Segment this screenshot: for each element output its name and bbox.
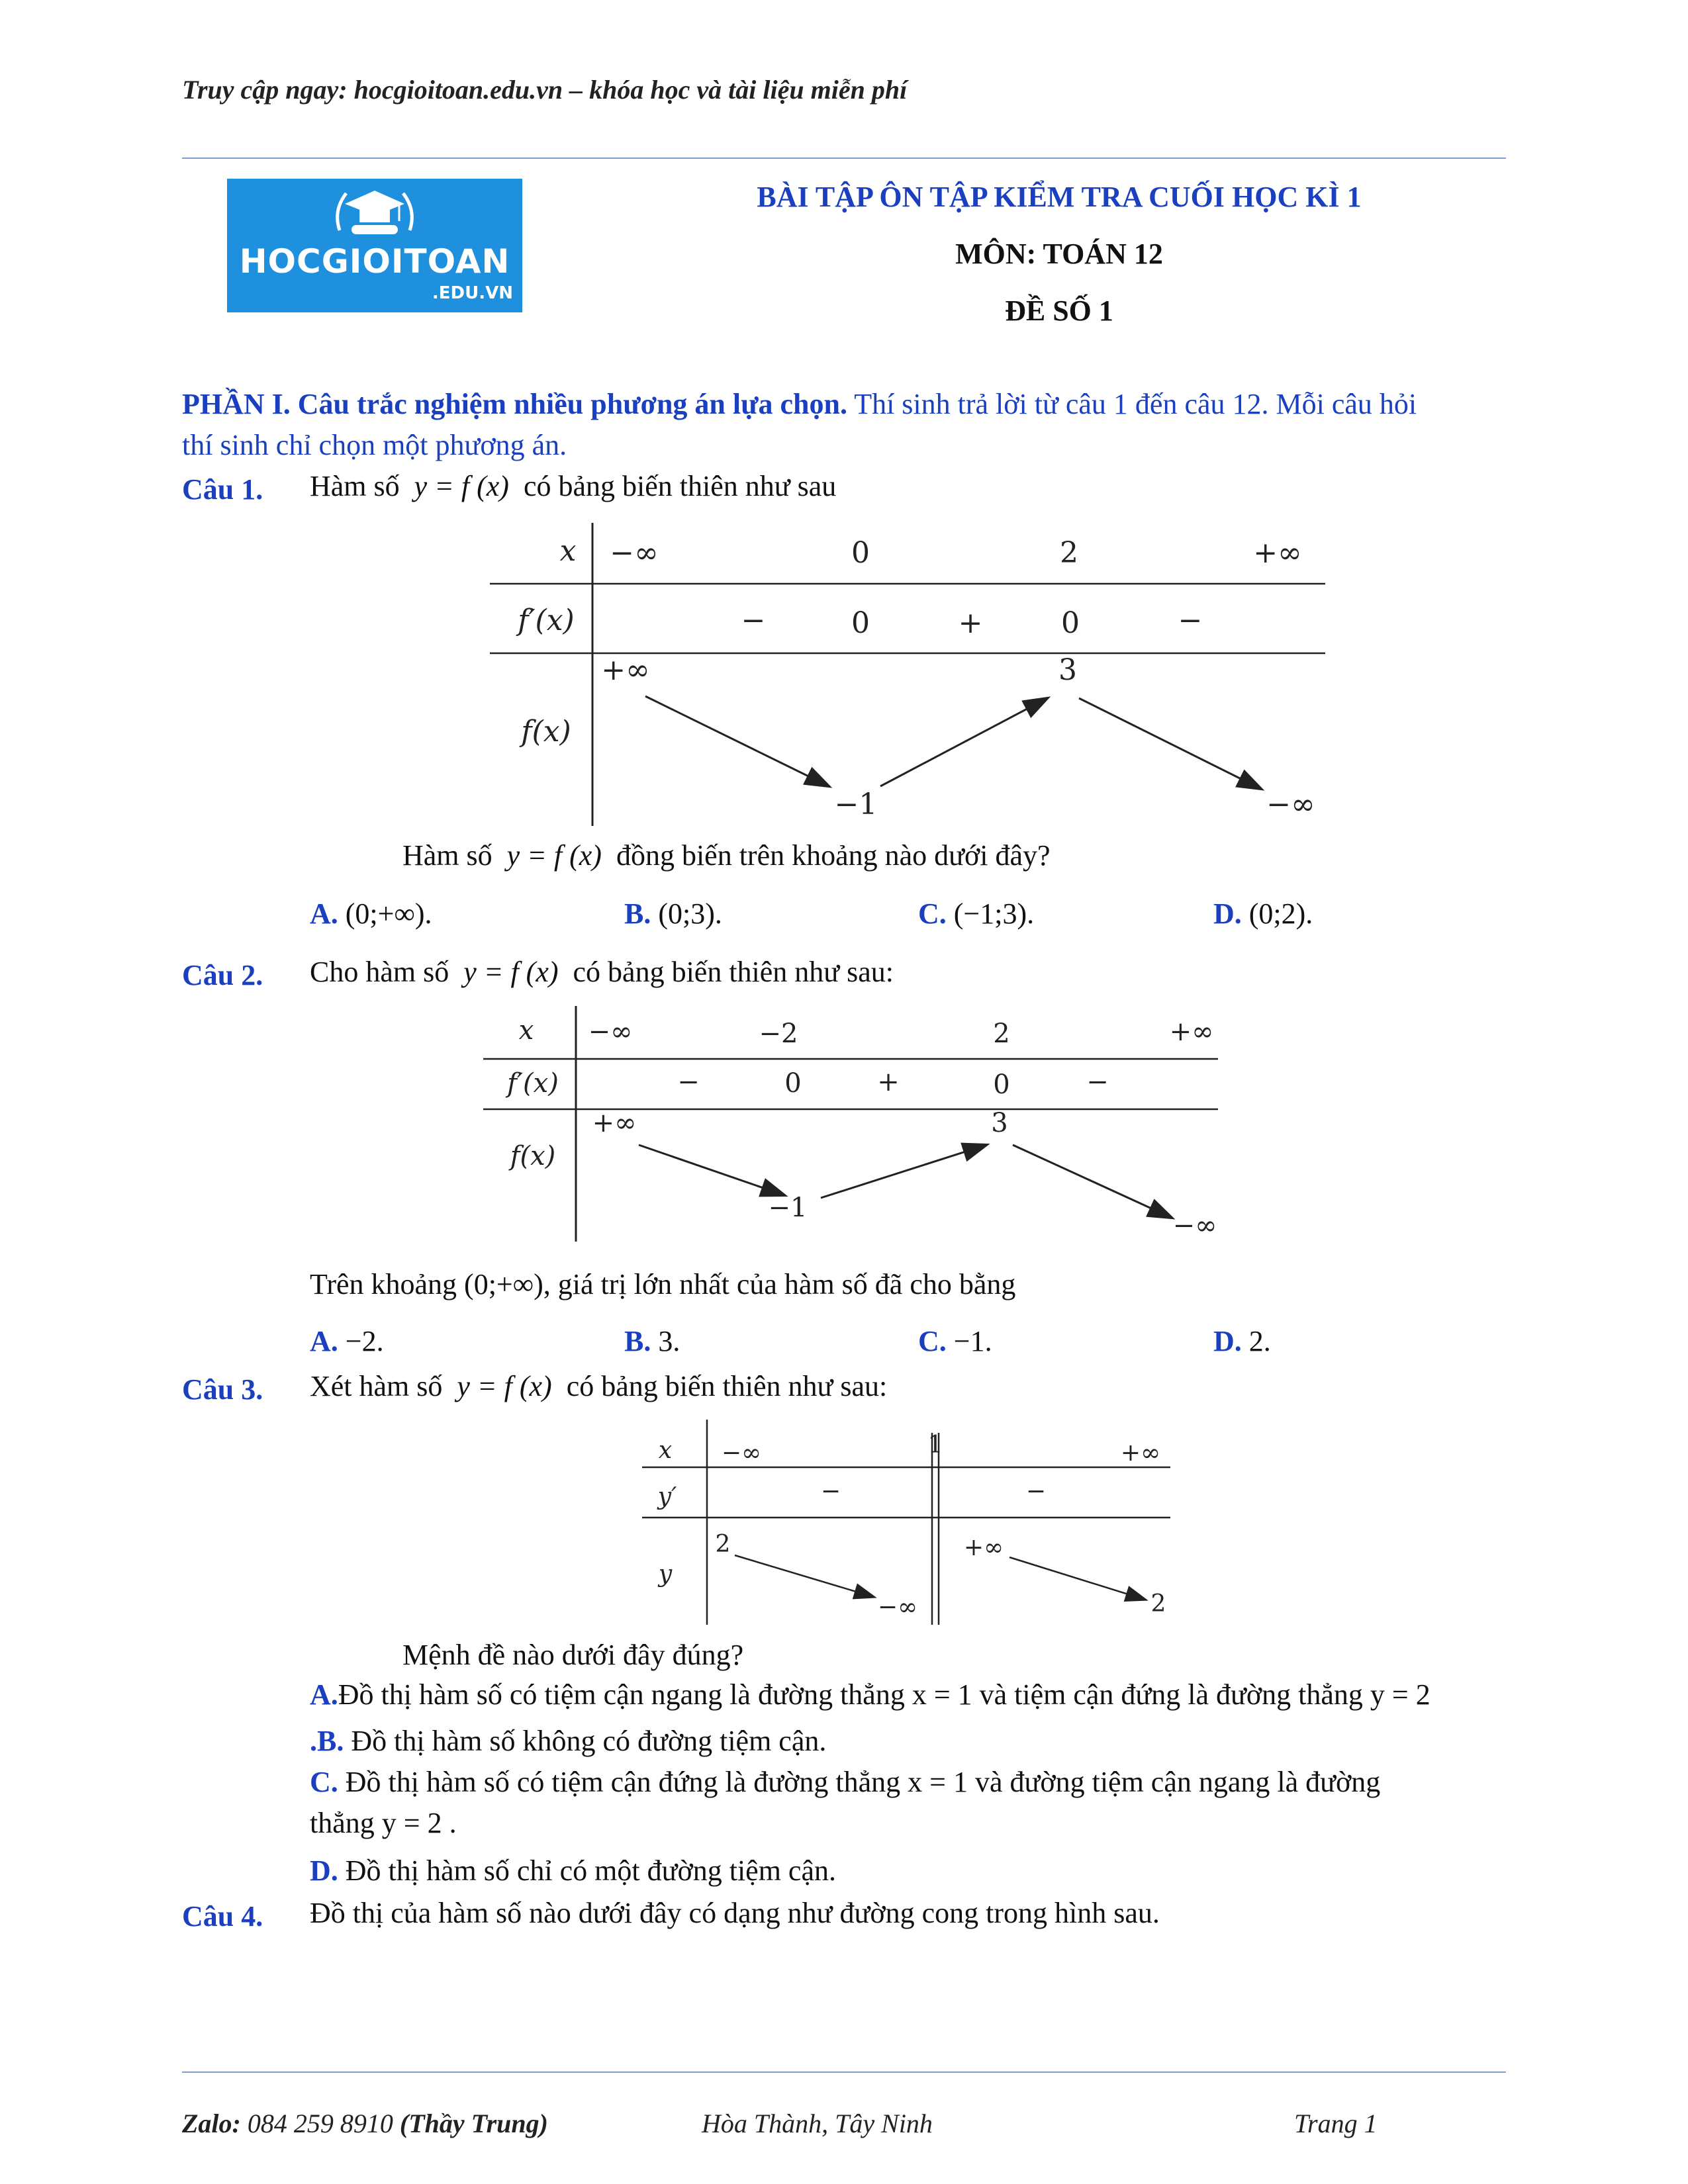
q2-question: Trên khoảng (0;+∞), giá trị lớn nhất của hàm số đã cho bằng (310, 1268, 1016, 1300)
q2-stem (310, 952, 894, 993)
option-label: D. (310, 1854, 338, 1887)
header-divider (182, 158, 1506, 159)
q3-y-val: +∞ (963, 1534, 1004, 1561)
q3-question: Mệnh đề nào dưới đây đúng? (402, 1639, 744, 1671)
subject-title: MÔN: TOÁN 12 (955, 238, 1163, 270)
option-label: B. (624, 897, 651, 930)
q1-arrow-increase (880, 698, 1047, 786)
section-instruction: Thí sinh trả lời từ câu 1 đến câu 12. Mỗi câu hỏi (847, 388, 1417, 420)
q2-f-val: 3 (991, 1108, 1008, 1138)
page-number: Trang 1 (1294, 2109, 1378, 2138)
teacher-name: (Thầy Trung) (399, 2109, 548, 2138)
option-label: A. (310, 897, 338, 930)
q1-f-val: +∞ (601, 653, 650, 687)
q1-sign: − (741, 604, 766, 637)
q1-sign: 0 (1061, 606, 1080, 640)
q1-stem-post: có bảng biến thiên như sau (523, 470, 837, 502)
option-text: Đồ thị hàm số có tiệm cận ngang là đường thẳng x = 1 và tiệm cận đứng là đường thẳng y = 2 (338, 1678, 1430, 1711)
q1-x-val: +∞ (1253, 536, 1302, 570)
option-label: A. (310, 1325, 338, 1357)
q1-ask-pre: Hàm số (402, 839, 492, 872)
option-text: Đồ thị hàm số chỉ có một đường tiệm cận. (338, 1854, 836, 1887)
option-label: D. (1213, 1325, 1242, 1357)
q1-x-label: x (559, 534, 577, 568)
q1-ask-math: y = f (x) (506, 839, 602, 872)
q3-y-val: −∞ (877, 1594, 918, 1621)
q2-x-val: −2 (759, 1019, 798, 1049)
q3-option-c[interactable] (310, 1762, 1515, 1803)
q3-stem-math: y = f (x) (457, 1370, 552, 1402)
q3-arrow-decrease (1009, 1557, 1145, 1600)
footer-divider (182, 2071, 1506, 2073)
q1-f-label: f(x) (521, 715, 571, 749)
q3-x-val: +∞ (1120, 1439, 1161, 1467)
q1-sign: + (958, 606, 983, 640)
q3-stem (310, 1366, 887, 1407)
section-heading (182, 384, 1513, 425)
option-text: 3. (658, 1325, 680, 1357)
q2-variation-table (483, 1006, 1225, 1244)
q1-stem-pre: Hàm số (310, 470, 400, 502)
q4-number: Câu 4. (182, 1900, 263, 1933)
q2-x-val: +∞ (1169, 1017, 1214, 1047)
option-text: 2. (1248, 1325, 1271, 1357)
q4-stem: Đồ thị của hàm số nào dưới đây có dạng như đường cong trong hình sau. (310, 1897, 1160, 1929)
option-text: Đồ thị hàm số không có đường tiệm cận. (344, 1725, 827, 1757)
q2-option-c[interactable] (918, 1321, 992, 1362)
q2-option-d[interactable] (1213, 1321, 1271, 1362)
q1-f-val: −∞ (1266, 788, 1315, 821)
option-label: .B. (310, 1725, 344, 1757)
q3-x-val: −∞ (721, 1439, 762, 1467)
q3-yprime-label: y′ (657, 1483, 677, 1510)
q2-option-a[interactable] (310, 1321, 384, 1362)
q2-fprime-label: f′(x) (507, 1068, 559, 1099)
q2-stem-post: có bảng biến thiên như sau: (573, 956, 894, 988)
q2-f-label: f(x) (510, 1141, 556, 1171)
q1-f-val: −1 (834, 788, 878, 821)
section-label: PHẦN I. Câu trắc nghiệm nhiều phương án lựa chọn. (182, 388, 847, 420)
q1-sign: 0 (851, 606, 870, 640)
q3-number: Câu 3. (182, 1373, 263, 1406)
q3-stem-pre: Xét hàm số (310, 1370, 443, 1402)
q2-stem-pre: Cho hàm số (310, 956, 449, 988)
option-label: D. (1213, 897, 1242, 930)
q1-number: Câu 1. (182, 473, 263, 506)
q2-sign: − (1086, 1067, 1109, 1097)
q1-f-val: 3 (1058, 653, 1077, 687)
q1-fprime-label: f′(x) (518, 604, 575, 637)
q3-option-c-cont: thẳng y = 2 . (310, 1807, 457, 1839)
option-text: (−1;3). (953, 897, 1035, 930)
q1-option-c[interactable] (918, 893, 1034, 934)
option-text: −2. (345, 1325, 384, 1357)
q2-option-b[interactable] (624, 1321, 680, 1362)
q2-number: Câu 2. (182, 959, 263, 991)
q1-option-a[interactable] (310, 893, 432, 934)
option-label: A. (310, 1678, 338, 1711)
q2-f-val: +∞ (592, 1108, 637, 1138)
q3-sign: − (1025, 1478, 1047, 1505)
option-text: Đồ thị hàm số có tiệm cận đứng là đường thẳng x = 1 và đường tiệm cận ngang là đường (338, 1766, 1381, 1798)
q3-sign: − (820, 1478, 841, 1505)
option-label: C. (918, 1325, 947, 1357)
q3-arrow-decrease (735, 1555, 874, 1597)
q1-arrow-decrease (645, 696, 829, 786)
q3-option-b[interactable] (310, 1721, 826, 1762)
q1-variation-table (490, 523, 1331, 827)
zalo-number: 084 259 8910 (240, 2109, 400, 2138)
q3-x-val: 1 (927, 1432, 943, 1459)
logo-wordmark: HOCGIOITOAN (239, 242, 510, 281)
q2-x-val: −∞ (588, 1017, 633, 1047)
q1-stem (310, 466, 836, 507)
q2-f-val: −1 (768, 1193, 808, 1223)
option-text: −1. (953, 1325, 992, 1357)
q2-arrow-decrease (639, 1145, 784, 1195)
q1-option-b[interactable] (624, 893, 722, 934)
q2-sign: − (677, 1067, 700, 1097)
q2-sign: 0 (784, 1068, 802, 1099)
q2-sign: 0 (993, 1069, 1010, 1100)
q1-option-d[interactable] (1213, 893, 1313, 934)
option-label: C. (918, 897, 947, 930)
footer-location: Hòa Thành, Tây Ninh (702, 2109, 933, 2138)
document-title: BÀI TẬP ÔN TẬP KIỂM TRA CUỐI HỌC KÌ 1 (757, 181, 1362, 213)
q3-x-label: x (658, 1437, 673, 1464)
q1-x-val: −∞ (610, 536, 659, 570)
q2-arrow-increase (821, 1145, 986, 1198)
q2-sign: + (877, 1067, 900, 1097)
q1-stem-math: y = f (x) (414, 470, 509, 502)
q1-x-val: 0 (851, 536, 870, 570)
q3-y-val: 2 (715, 1531, 731, 1558)
option-label: B. (624, 1325, 651, 1357)
q2-x-label: x (518, 1015, 534, 1046)
q3-option-d[interactable] (310, 1850, 836, 1891)
zalo-label: Zalo: (182, 2109, 241, 2138)
exam-number: ĐỀ SỐ 1 (1005, 295, 1113, 327)
q3-variation-table (635, 1420, 1178, 1631)
option-text: (0;+∞). (345, 897, 432, 930)
q1-x-val: 2 (1060, 536, 1078, 570)
q3-y-label: y (658, 1561, 673, 1588)
q1-arrow-decrease (1079, 698, 1261, 789)
option-label: C. (310, 1766, 338, 1798)
q2-x-val: 2 (993, 1019, 1010, 1049)
footer-contact (182, 2108, 548, 2139)
q3-stem-post: có bảng biến thiên như sau: (566, 1370, 888, 1402)
q3-option-a[interactable] (310, 1674, 1515, 1715)
section-instruction-2: thí sinh chỉ chọn một phương án. (182, 429, 567, 461)
q1-question (402, 835, 1051, 876)
graduation-cap-icon (326, 184, 423, 241)
logo-domain: .EDU.VN (432, 283, 513, 303)
hocgioitoan-logo (227, 179, 522, 312)
header-note: Truy cập ngay: hocgioitoan.edu.vn – khóa học và tài liệu miễn phí (182, 75, 908, 105)
option-text: (0;3). (658, 897, 722, 930)
q1-sign: − (1178, 604, 1203, 637)
q2-stem-math: y = f (x) (463, 956, 559, 988)
q2-arrow-decrease (1013, 1145, 1172, 1218)
q3-y-val: 2 (1150, 1590, 1166, 1617)
q2-f-val: −∞ (1172, 1210, 1217, 1241)
option-text: (0;2). (1248, 897, 1313, 930)
q1-ask-post: đồng biến trên khoảng nào dưới đây? (616, 839, 1051, 872)
